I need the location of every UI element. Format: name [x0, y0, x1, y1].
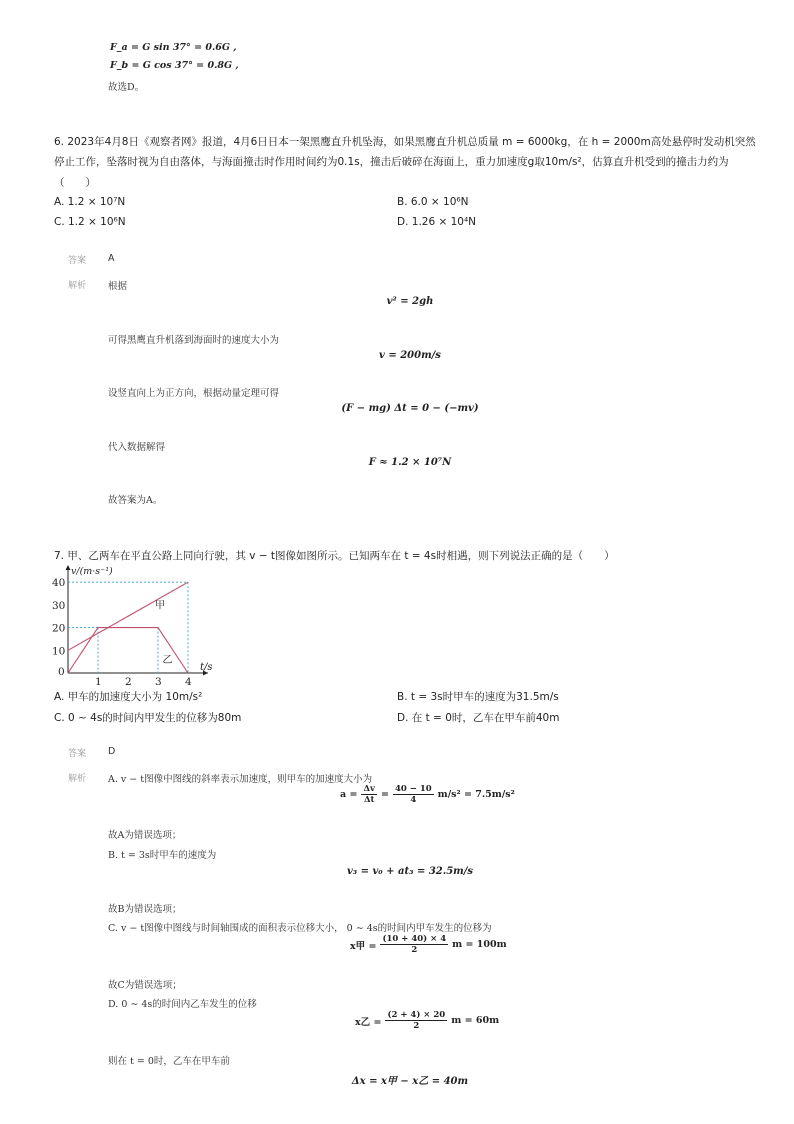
y-tick-label: 10: [52, 645, 66, 658]
x-tick-label: 1: [95, 676, 102, 685]
q7-eq-a-f1-den: Δt: [363, 795, 375, 805]
q7-equation-b: v₃ = v₀ + at₃ = 32.5m/s: [346, 866, 474, 877]
q6-option-c: C. 1.2 × 10⁶N: [54, 216, 126, 228]
q7-analysis-d-text: D. 0 ∼ 4s的时间内乙车发生的位移: [108, 999, 257, 1010]
q7-analysis-a-conclusion: 故A为错误选项；: [108, 830, 182, 841]
q7-analysis-label: 解析: [68, 774, 87, 784]
x-axis-label: t/s: [200, 662, 213, 673]
q7-eq-c-den: 2: [411, 945, 418, 955]
q7-eq-c-num: (10 + 40) × 4: [382, 934, 447, 944]
q7-equation-d-2: Δx = x甲 − x乙 = 40m: [351, 1076, 469, 1087]
vt-chart: [50, 563, 260, 685]
y-tick-label: 30: [52, 599, 66, 612]
q7-equation-a: [340, 784, 515, 805]
top-eq-fb: F_b = G cos 37° = 0.8G ,: [110, 60, 239, 71]
q7-eq-c-rhs: m = 100m: [452, 939, 507, 950]
top-eq-fa: F_a = G sin 37° = 0.6G ,: [110, 42, 237, 53]
q6-analysis-label: 解析: [68, 281, 87, 291]
q7-eq-d-rhs: m = 60m: [451, 1015, 500, 1026]
top-conclusion: 故选D。: [108, 82, 145, 93]
series-label-jia: 甲: [155, 600, 165, 612]
q7-equation-c: [350, 934, 507, 955]
q7-eq-c-lhs: x甲 =: [350, 940, 377, 952]
q7-answer-value: D: [108, 746, 116, 757]
y-tick-label: 20: [52, 622, 66, 635]
q6-equation-3: (F − mg) Δt = 0 − (−mv): [341, 403, 479, 414]
x-tick-label: 2: [125, 676, 132, 685]
q6-analysis-text-3: 设竖直向上为正方向，根据动量定理可得: [108, 388, 280, 399]
q7-analysis-a-text: A. v − t图像中图线的斜率表示加速度，则甲车的加速度大小为: [108, 774, 373, 785]
q7-eq-a-f2-den: 4: [410, 795, 417, 805]
q7-analysis-d-text-2: 则在 t = 0时，乙车在甲车前: [108, 1056, 230, 1067]
y-axis-label: v/(m·s⁻¹): [71, 566, 113, 577]
q6-equation-1: v² = 2gh: [386, 296, 434, 307]
x-tick-label: 4: [185, 676, 192, 685]
q6-stem-line2: 停止工作，坠落时视为自由落体，与海面撞击时作用时间约为0.1s，撞击后破碎在海面上，重力加速度g取10m/s²，估算直升机受到的撞击力约为: [54, 156, 729, 168]
q7-analysis-c-conclusion: 故C为错误选项；: [108, 980, 182, 991]
q6-answer-value: A: [108, 253, 115, 264]
q6-analysis-intro: 根据: [108, 281, 128, 292]
q6-option-a: A. 1.2 × 10⁷N: [54, 196, 126, 208]
q7-stem: 7. 甲、乙两车在平直公路上同向行驶，其 v − t图像如图所示。已知两车在 t = 4s时相遇，则下列说法正确的是（ ）: [54, 550, 615, 562]
q7-eq-d-num: (2 + 4) × 20: [387, 1010, 446, 1020]
q7-eq-c-fraction: [380, 934, 448, 955]
q7-equation-d: [355, 1010, 499, 1031]
q7-analysis-b-conclusion: 故B为错误选项；: [108, 904, 182, 915]
q6-option-d: D. 1.26 × 10⁴N: [397, 216, 477, 228]
series-line-yi: [68, 628, 188, 673]
q6-equation-4: F ≈ 1.2 × 10⁷N: [368, 457, 452, 468]
q6-analysis-text-2: 可得黑鹰直升机落到海面时的速度大小为: [108, 335, 280, 346]
q6-stem-line3: （ ）: [54, 177, 96, 189]
q6-equation-2: v = 200m/s: [379, 350, 441, 361]
q7-eq-d-lhs: x乙 =: [355, 1016, 382, 1028]
series-label-yi: 乙: [162, 654, 173, 666]
q6-answer-label: 答案: [68, 256, 87, 266]
q7-eq-a-lhs: a =: [340, 789, 358, 800]
q7-eq-a-f2-num: 40 − 10: [394, 784, 432, 794]
y-tick-label: 40: [52, 577, 66, 590]
q6-analysis-text-5: 故答案为A。: [108, 495, 163, 506]
q6-analysis-text-4: 代入数据解得: [108, 442, 166, 453]
q7-eq-d-fraction: [385, 1010, 447, 1031]
q6-option-b: B. 6.0 × 10⁶N: [397, 196, 469, 208]
x-tick-label: 3: [155, 676, 162, 685]
q7-analysis-c-text: C. v − t图像中图线与时间轴围成的面积表示位移大小， 0 ∼ 4s的时间内甲车发生的位移为: [108, 923, 492, 934]
q7-eq-a-fraction-1: [361, 784, 377, 805]
q6-stem-line1: 6. 2023年4月8日《观察者网》报道，4月6日日本一架黑鹰直升机坠海，如果黑鹰直升机总质量 m = 6000kg，在 h = 2000m高处悬停时发动机突然: [54, 136, 756, 148]
q7-option-a: A. 甲车的加速度大小为 10m/s²: [54, 691, 203, 703]
q7-option-b: B. t = 3s时甲车的速度为31.5m/s: [397, 691, 559, 703]
q7-eq-a-rhs: m/s² = 7.5m/s²: [437, 789, 515, 800]
q7-eq-a-mid: =: [380, 789, 389, 800]
q7-option-d: D. 在 t = 0时，乙车在甲车前40m: [397, 712, 560, 724]
q7-answer-label: 答案: [68, 749, 87, 759]
q7-eq-a-fraction-2: [393, 784, 434, 805]
q7-option-c: C. 0 ∼ 4s的时间内甲发生的位移为80m: [54, 712, 242, 724]
x-tick-label: 0: [58, 666, 65, 678]
q7-analysis-b-text: B. t = 3s时甲车的速度为: [108, 850, 217, 861]
q7-eq-a-f1-num: Δv: [363, 784, 375, 794]
y-axis-arrow: [66, 565, 71, 570]
q7-eq-d-den: 2: [413, 1021, 420, 1031]
series-line-jia: [68, 582, 188, 650]
